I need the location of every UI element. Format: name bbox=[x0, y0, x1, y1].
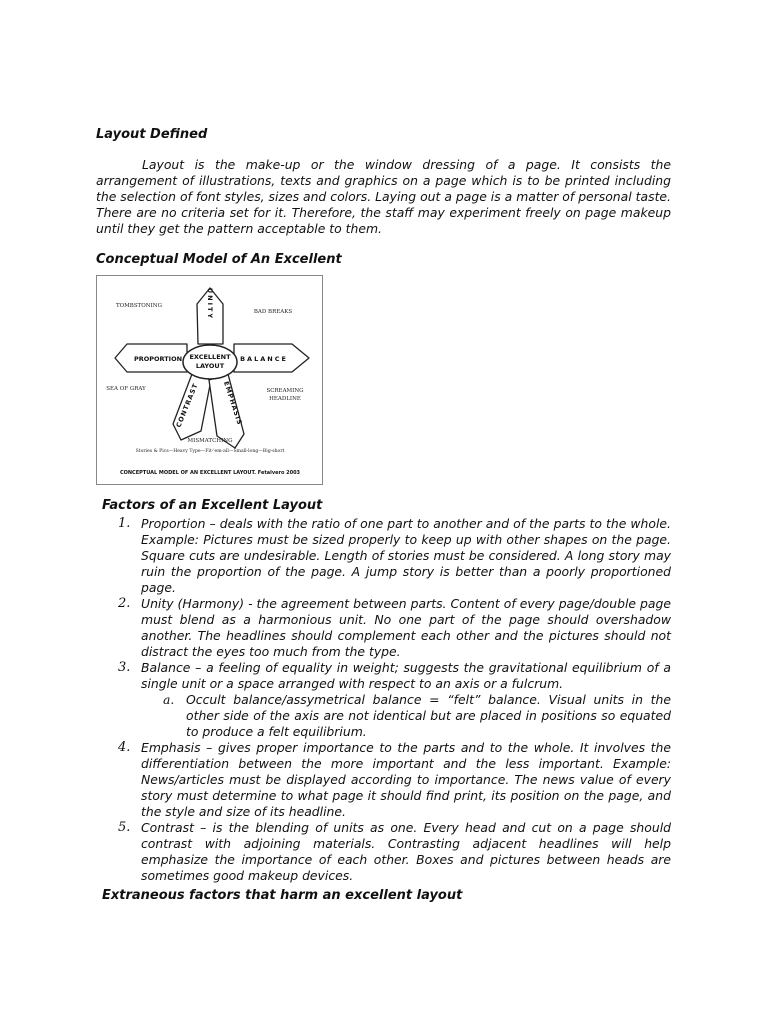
center-label-2: LAYOUT bbox=[195, 362, 225, 370]
factor-sub-number: a. bbox=[163, 692, 175, 707]
heading-conceptual-model: Conceptual Model of An Excellent bbox=[96, 252, 342, 267]
factor-sub-item bbox=[141, 692, 671, 740]
label-stories-pics: Stories & Pics—Heavy Type—Fit-'em-all—Small-long—Big-short bbox=[135, 449, 285, 454]
factor-item bbox=[96, 740, 671, 820]
paragraph-layout-definition-text: Layout is the make-up or the window dressing of a page. It consists the arrangement of illustrations, texts and graphics on a page which is to be printed including the selection of font styles, sizes and colors. Laying out a page is a matter of personal taste. There are no criteria set for it. Therefore, the staff may experiment freely on page makeup until they get the pattern acceptable to them. bbox=[96, 157, 671, 236]
figure-caption: CONCEPTUAL MODEL OF AN EXCELLENT LAYOUT. Fetalvero 2003 bbox=[119, 470, 301, 476]
factor-item bbox=[96, 596, 671, 660]
factor-item bbox=[96, 820, 671, 884]
petal-label-balance: BALANCE bbox=[240, 355, 288, 363]
center-label-1: EXCELLENT bbox=[189, 353, 231, 361]
factor-text: Contrast – is the blending of units as one. Every head and cut on a page should contrast with adjoining materials. Contrasting adjacent headlines will help emphasize the importance of each other. Boxes and pictures between heads are sometimes good makeup devices. bbox=[141, 820, 671, 883]
factor-number: 3. bbox=[118, 660, 131, 675]
factor-number: 2. bbox=[118, 596, 131, 611]
factor-number: 1. bbox=[118, 516, 131, 531]
label-sea-of-gray: SEA OF GRAY bbox=[106, 386, 146, 392]
label-screaming: SCREAMING bbox=[266, 388, 304, 394]
heading-layout-defined: Layout Defined bbox=[96, 127, 208, 142]
factor-number: 5. bbox=[118, 820, 131, 835]
factor-sub-text: Occult balance/assymetrical balance = “felt” balance. Visual units in the other side of the axis are not identical but are placed in positions so equated to produce a felt equilibrium. bbox=[186, 692, 671, 739]
label-mismatching: MISMATCHING bbox=[187, 438, 233, 444]
factor-text: Emphasis – gives proper importance to the parts and to the whole. It involves the differentiation between the more important and the less important. Example: News/articles must be displayed according to importance. The news value of every story must determine to what page it should find print, its position on the page, and the style and size of its headline. bbox=[141, 740, 671, 819]
heading-extraneous-factors: Extraneous factors that harm an excellent layout bbox=[102, 888, 463, 903]
factor-item bbox=[96, 660, 671, 740]
conceptual-model-diagram bbox=[97, 276, 322, 484]
conceptual-model-figure bbox=[96, 275, 323, 485]
petal-label-contrast: CONTRAST bbox=[174, 381, 200, 429]
factor-text: Balance – a feeling of equality in weight; suggests the gravitational equilibrium of a single unit or a space arranged with respect to an axis or a fulcrum. bbox=[141, 660, 671, 691]
paragraph-layout-definition bbox=[96, 157, 671, 237]
factors-list bbox=[96, 516, 671, 884]
label-bad-breaks: BAD BREAKS bbox=[253, 309, 293, 315]
heading-factors: Factors of an Excellent Layout bbox=[102, 498, 323, 513]
factor-text: Proportion – deals with the ratio of one part to another and of the parts to the whole. Example: Pictures must be sized properly to keep up with other shapes on the page. Square cuts are undesirable. Length of stories must be considered. A long story may ruin the proportion of the page. A jump story is better than a poorly proportioned page. bbox=[141, 516, 671, 595]
factor-item bbox=[96, 516, 671, 596]
petal-label-unity: UNITY bbox=[206, 287, 214, 321]
petal-label-emphasis: EMPHASIS bbox=[222, 380, 244, 427]
factor-text: Unity (Harmony) - the agreement between parts. Content of every page/double page must blend as a harmonious unit. No one part of the page should overshadow another. The headlines should complement each other and the pictures should not distract the eyes too much from the type. bbox=[141, 596, 671, 659]
label-tombstoning: TOMBSTONING bbox=[116, 303, 162, 309]
petal-label-proportion: PROPORTION bbox=[133, 355, 183, 363]
label-headline: HEADLINE bbox=[269, 396, 301, 402]
factor-number: 4. bbox=[118, 740, 131, 755]
